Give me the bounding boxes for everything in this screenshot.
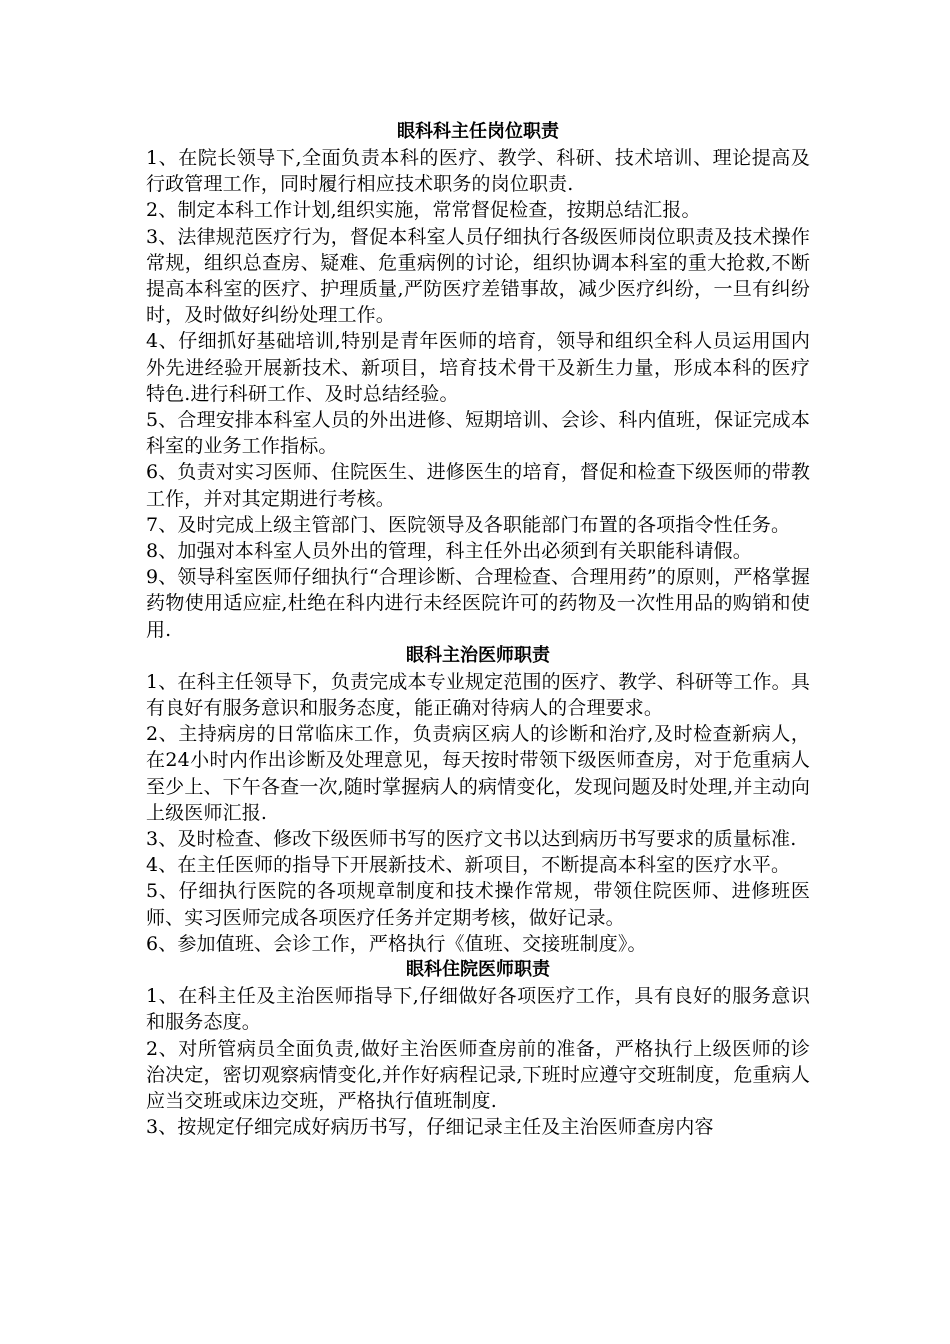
paragraph: 1、在院长领导下,全面负责本科的医疗、教学、科研、技术培训、理论提高及行政管理工作，同时履行相应技术职务的岗位职责.	[146, 147, 810, 196]
paragraph: 4、在主任医师的指导下开展新技术、新项目，不断提高本科室的医疗水平。	[146, 854, 791, 877]
section-attending	[146, 643, 810, 957]
paragraph: 1、在科主任及主治医师指导下,仔细做好各项医疗工作，具有良好的服务意识和服务态度。	[146, 985, 810, 1034]
paragraph: 5、合理安排本科室人员的外出进修、短期培训、会诊、科内值班，保证完成本科室的业务工作指标。	[146, 409, 810, 458]
paragraph: 3、按规定仔细完成好病历书写，仔细记录主任及主治医师查房内容	[146, 1116, 714, 1139]
section-resident	[146, 957, 810, 1140]
section-director	[146, 119, 810, 643]
section-title: 眼科住院医师职责	[406, 959, 550, 981]
paragraph: 2、对所管病员全面负责,做好主治医师查房前的准备，严格执行上级医师的诊治决定，密切观察病情变化,并作好病程记录,下班时应遵守交班制度，危重病人应当交班或床边交班，严格执行值班制度.	[146, 1037, 810, 1112]
paragraph: 7、及时完成上级主管部门、医院领导及各职能部门布置的各项指令性任务。	[146, 513, 791, 536]
section-title: 眼科主治医师职责	[406, 644, 550, 666]
section-title: 眼科科主任岗位职责	[397, 121, 559, 142]
paragraph: 6、参加值班、会诊工作，严格执行《值班、交接班制度》。	[146, 932, 647, 955]
paragraph: 3、及时检查、修改下级医师书写的医疗文书以达到病历书写要求的质量标准.	[146, 828, 797, 851]
paragraph: 9、领导科室医师仔细执行“合理诊断、合理检查、合理用药”的原则，严格掌握药物使用适应症,杜绝在科内进行未经医院许可的药物及一次性用品的购销和使用.	[146, 566, 810, 641]
paragraph: 2、制定本科工作计划,组织实施，常常督促检查，按期总结汇报。	[146, 199, 701, 222]
paragraph: 6、负责对实习医师、住院医生、进修医生的培育，督促和检查下级医师的带教工作，并对其定期进行考核。	[146, 461, 810, 510]
paragraph: 5、仔细执行医院的各项规章制度和技术操作常规，带领住院医师、进修班医师、实习医师完成各项医疗任务并定期考核，做好记录。	[146, 880, 810, 929]
paragraph: 1、在科主任领导下，负责完成本专业规定范围的医疗、教学、科研等工作。具有良好有服务意识和服务态度，能正确对待病人的合理要求。	[146, 670, 810, 720]
paragraph: 4、仔细抓好基础培训,特别是青年医师的培育，领导和组织全科人员运用国内外先进经验开展新技术、新项目，培育技术骨干及新生力量，形成本科的医疗特色.进行科研工作、及时总结经验。	[146, 330, 810, 405]
paragraph: 3、法律规范医疗行为，督促本科室人员仔细执行各级医师岗位职责及技术操作常规，组织总查房、疑难、危重病例的讨论，组织协调本科室的重大抢救,不断提高本科室的医疗、护理质量,严防医疗差错事故，减少医疗纠纷，一旦有纠纷时，及时做好纠纷处理工作。	[146, 225, 810, 327]
document-page	[146, 119, 810, 1140]
paragraph: 8、加强对本科室人员外出的管理，科主任外出必须到有关职能科请假。	[146, 540, 752, 563]
paragraph: 2、主持病房的日常临床工作，负责病区病人的诊断和治疗,及时检查新病人，在24小时内作出诊断及处理意见，每天按时带领下级医师查房，对于危重病人至少上、下午各查一次,随时掌握病人的病情变化，发现问题及时处理,并主动向上级医师汇报.	[146, 723, 810, 824]
